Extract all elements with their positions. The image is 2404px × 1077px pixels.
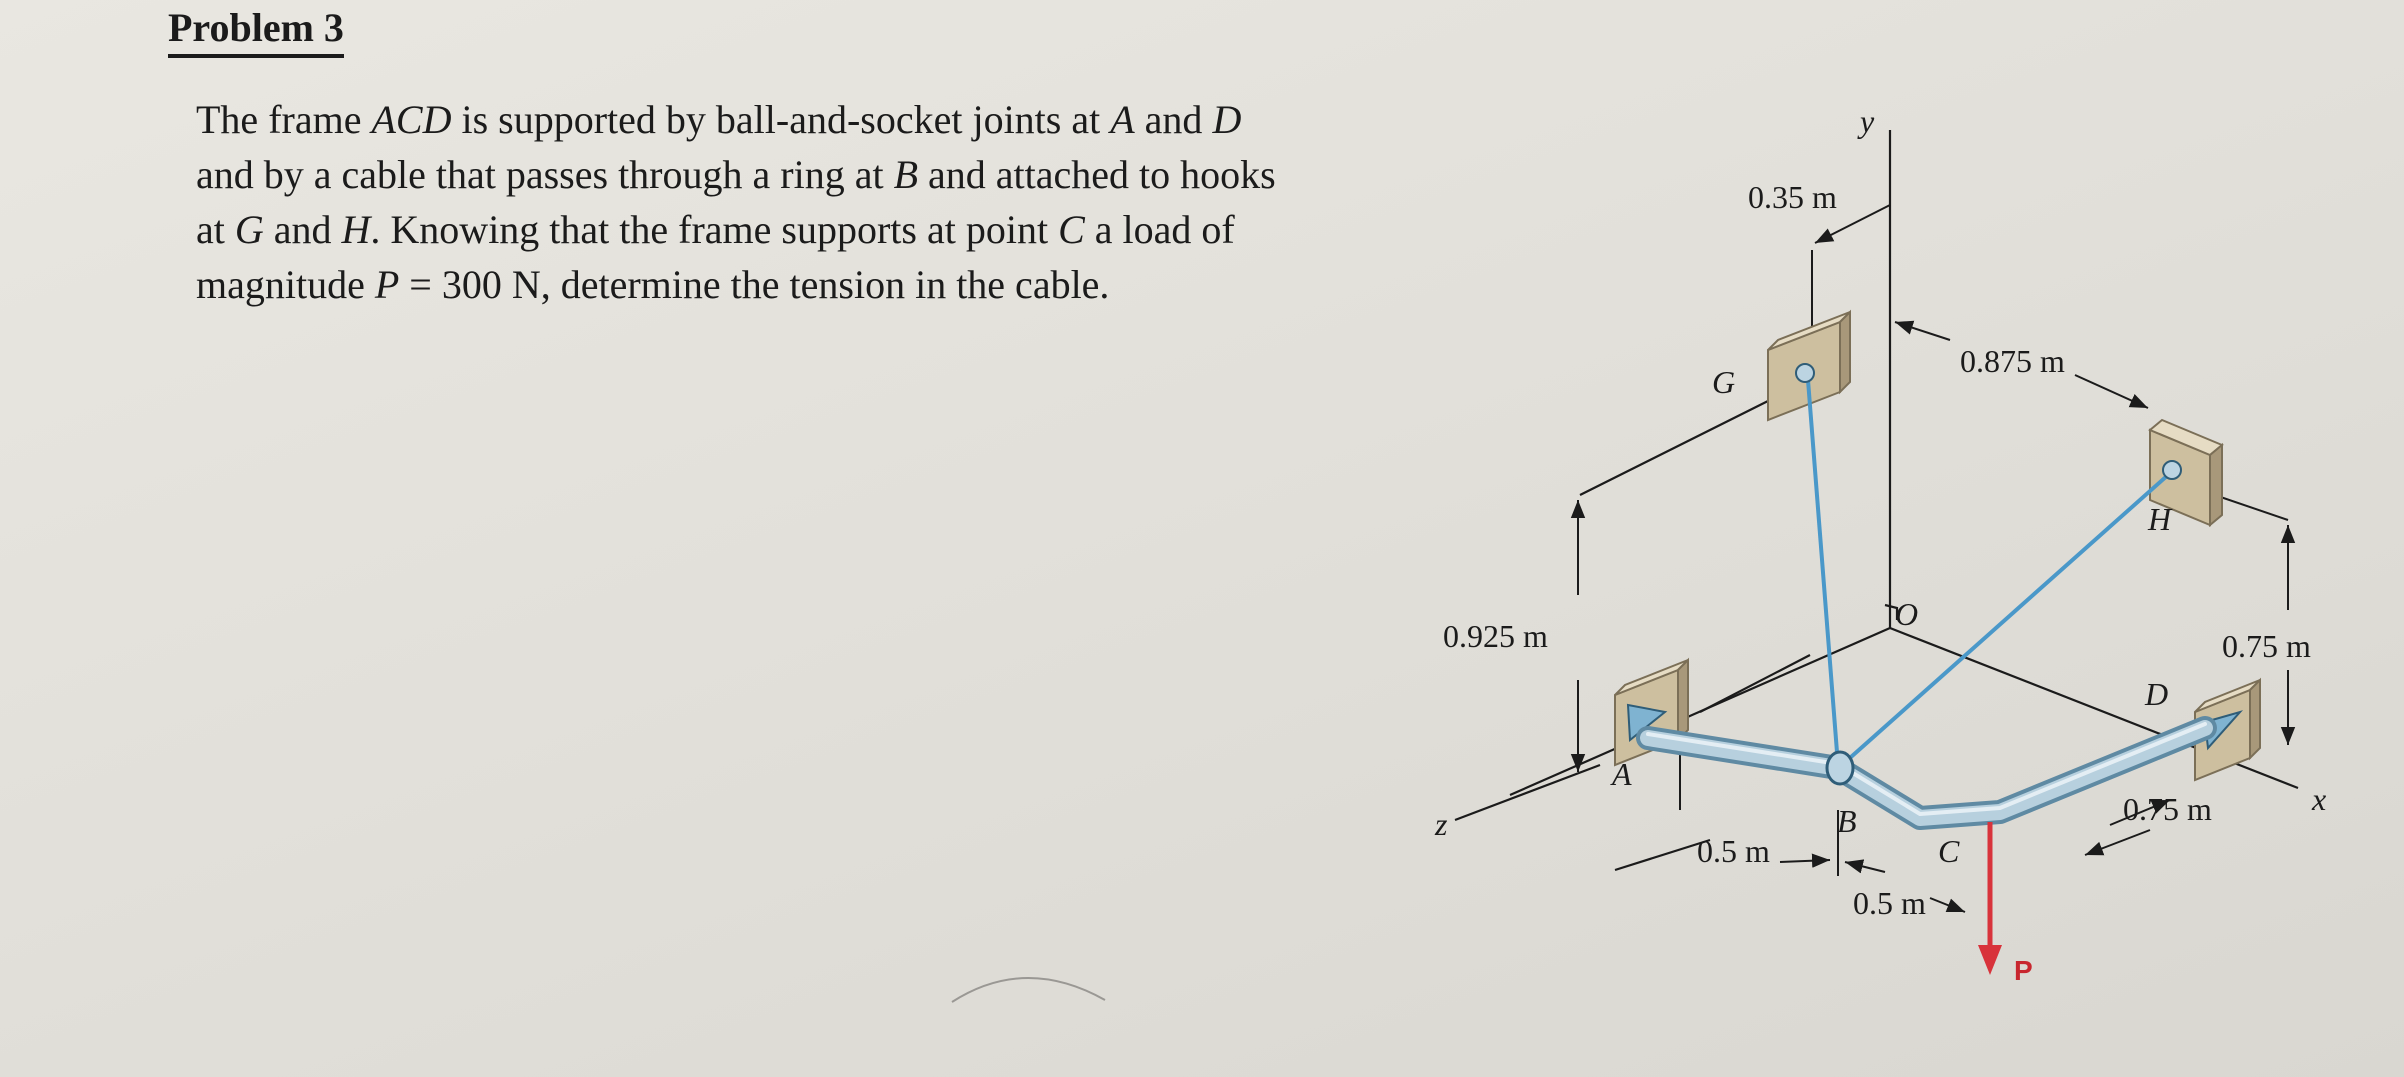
- dim-label-05-left: 0.5 m: [1697, 833, 1770, 869]
- label-point-a: A: [1612, 756, 1632, 792]
- hook-h: [2163, 461, 2181, 479]
- cable: [1808, 380, 2168, 765]
- dim-label-0875: 0.875 m: [1960, 343, 2065, 379]
- dim-label-0925: 0.925 m: [1443, 618, 1548, 654]
- statement-line-4: magnitude P = 300 N, determine the tension in the cable.: [196, 262, 1110, 307]
- ref-line-left: [1700, 655, 1810, 712]
- label-point-b: B: [1837, 803, 1857, 839]
- cable-segment-bg: [1808, 380, 1838, 765]
- dim-label-075-bottom: 0.75 m: [2123, 791, 2212, 827]
- dim-05-right-arrow: [1930, 898, 1965, 912]
- statement-line-1: The frame ACD is supported by ball-and-socket joints at A and D: [196, 97, 1242, 142]
- label-point-c: C: [1938, 833, 1960, 869]
- hook-g: [1796, 364, 1814, 382]
- label-z-axis: z: [1435, 806, 1448, 842]
- dim-label-075-right: 0.75 m: [2222, 628, 2311, 664]
- ref-line-bottom: [1615, 840, 1710, 870]
- label-point-h: H: [2148, 501, 2172, 537]
- dim-0875-arrow-left: [1895, 322, 1950, 340]
- pencil-mark: [952, 978, 1105, 1002]
- statement-line-3: at G and H. Knowing that the frame supports at point C a load of: [196, 207, 1235, 252]
- dim-075-bottom-arrow-2: [2085, 830, 2150, 855]
- label-load-p: P: [2014, 955, 2033, 986]
- label-x-axis: x: [2312, 781, 2327, 817]
- wall-line-lower: [1455, 765, 1600, 820]
- dim-label-035: 0.35 m: [1748, 179, 1837, 215]
- statement-line-2: and by a cable that passes through a ring at B and attached to hooks: [196, 152, 1276, 197]
- label-point-o: O: [1895, 596, 1919, 632]
- dim-label-05-right: 0.5 m: [1853, 885, 1926, 921]
- label-point-d: D: [2145, 676, 2169, 712]
- label-y-axis: y: [1860, 103, 1875, 139]
- label-point-g: G: [1712, 364, 1736, 400]
- frame-acd: [1648, 724, 2205, 818]
- problem-title: Problem 3: [168, 4, 344, 58]
- dim-05-right-arrow-left: [1845, 862, 1885, 872]
- dim-0875-arrow-right: [2075, 375, 2148, 408]
- ring-b: [1827, 752, 1853, 784]
- load-p-arrow: [1978, 822, 2002, 975]
- dim-05-left-arrow: [1780, 860, 1830, 862]
